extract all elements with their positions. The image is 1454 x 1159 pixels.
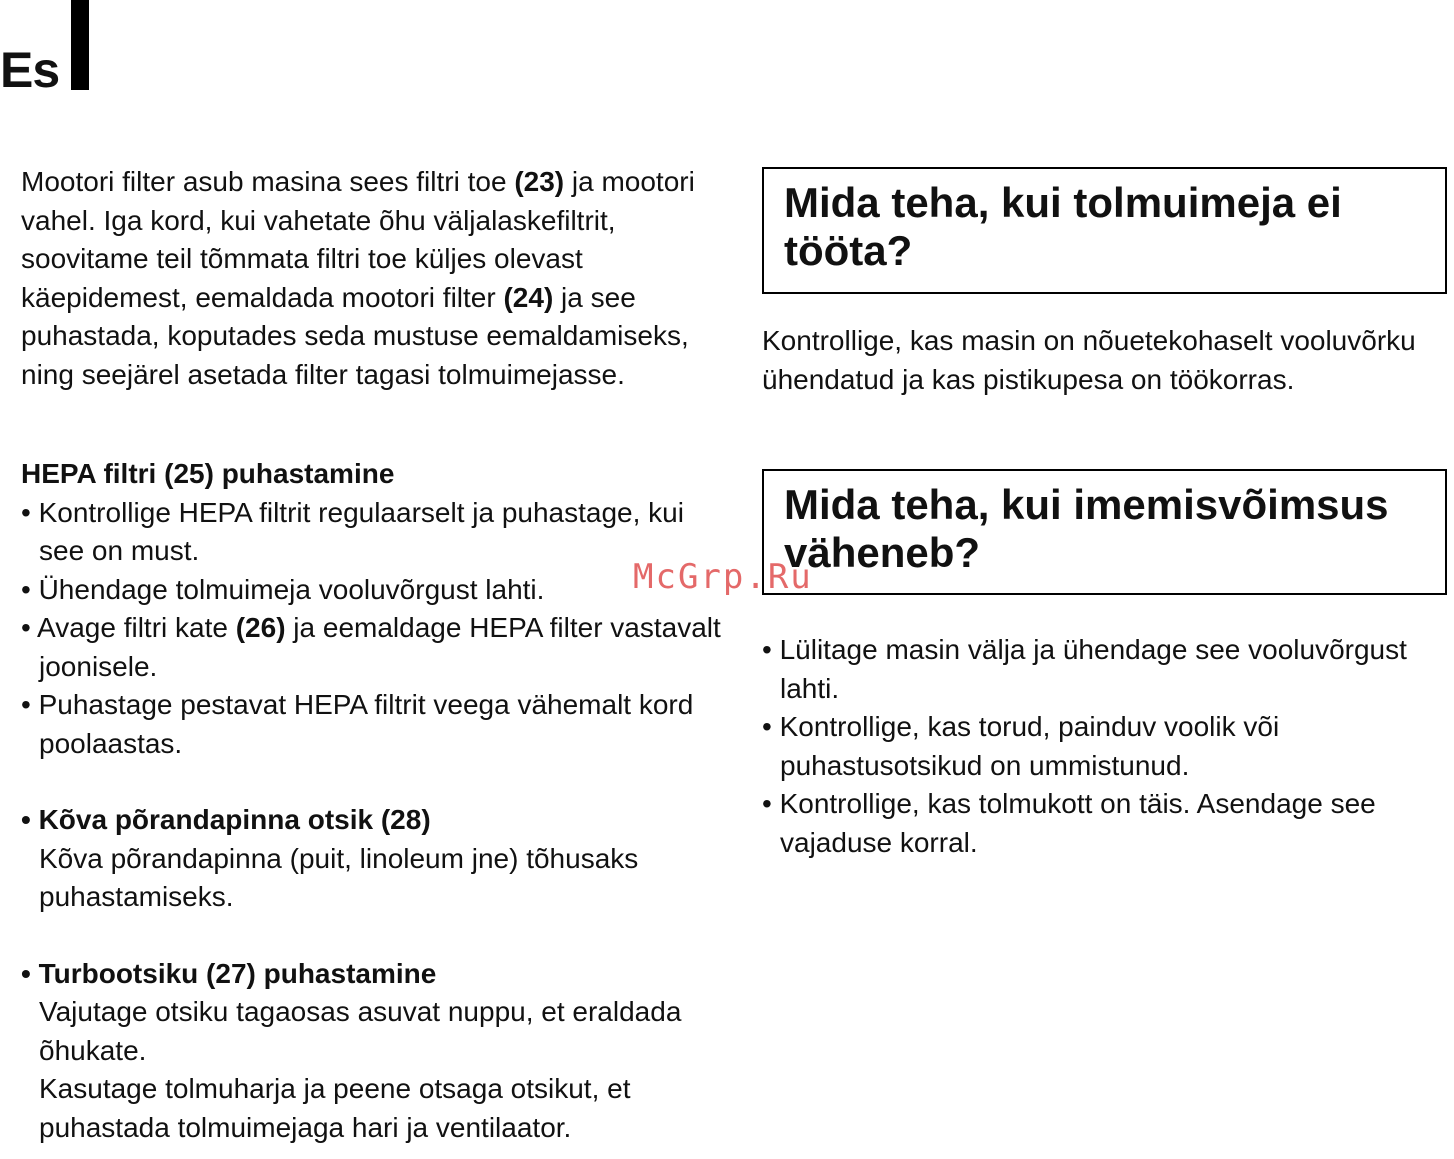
hepa-bullet-3-text-2: ja eemaldage HEPA filter vastavalt joonisele. [39, 612, 721, 682]
not-working-heading-box [762, 167, 1447, 294]
hepa-section-title: HEPA filtri (25) puhastamine [21, 458, 395, 489]
motor-filter-text-1: Mootori filter asub masina sees filtri toe [21, 166, 515, 197]
spacer [21, 432, 736, 455]
hard-floor-text: Kõva põrandapinna (puit, linoleum jne) tõhusaks puhastamiseks. [39, 842, 639, 912]
left-column [21, 163, 736, 1147]
motor-filter-ref-23: (23) [514, 166, 565, 197]
hepa-ref-26: (26) [235, 612, 286, 643]
spacer [21, 917, 736, 955]
watermark: McGrp.Ru [633, 557, 813, 597]
hepa-bullet-2: • Ühendage tolmuimeja vooluvõrgust lahti. [21, 573, 545, 605]
spacer [21, 394, 736, 432]
spacer [21, 763, 736, 801]
motor-filter-text-2: ja mootori vahel. Iga kord, kui vahetate õhu väljalaskefiltrit, soovitame teil tõmmata filtri toe küljes olevast käepidemest, eemaldada mootori filter [21, 166, 695, 313]
hard-floor-title: • Kõva põrandapinna otsik (28) [21, 804, 431, 835]
suction-heading-box [762, 469, 1447, 595]
suction-bullet-3: • Kontrollige, kas tolmukott on täis. Asendage see vajaduse korral. [762, 788, 1376, 858]
language-marker-bar [71, 0, 89, 90]
right-column [762, 167, 1454, 862]
hepa-bullet-3 [21, 609, 736, 686]
suction-bullets [762, 631, 1454, 862]
hepa-bullet-1: • Kontrollige HEPA filtrit regulaarselt ja puhastage, kui see on must. [21, 496, 684, 566]
motor-filter-paragraph [21, 163, 736, 394]
not-working-text: Kontrollige, kas masin on nõuetekohaselt vooluvõrku ühendatud ja kas pistikupesa on töökorras. [762, 325, 1416, 395]
hepa-bullet-3-text-1: • Avage filtri kate [21, 612, 236, 643]
turbo-title: • Turbootsiku (27) puhastamine [21, 957, 437, 989]
suction-bullet-1: • Lülitage masin välja ja ühendage see vooluvõrgust lahti. [762, 634, 1407, 704]
suction-bullet-2: • Kontrollige, kas torud, painduv voolik või puhastusotsikud on ummistunud. [762, 711, 1280, 781]
motor-filter-text-3: ja see puhastada, koputades seda mustuse eemaldamiseks, ning seejärel asetada filter tagasi tolmuimejasse. [21, 281, 689, 390]
turbo-text-1: Vajutage otsiku tagaosas asuvat nuppu, et eraldada õhukate. [39, 996, 682, 1066]
hepa-bullet-4: • Puhastage pestavat HEPA filtrit veega vähemalt kord poolaastas. [21, 689, 694, 759]
motor-filter-ref-24: (24) [503, 281, 554, 313]
not-working-heading: Mida teha, kui tolmuimeja ei tööta? [784, 179, 1342, 274]
turbo-text-2: Kasutage tolmuharja ja peene otsaga otsikut, et puhastada tolmuimejaga hari ja ventilaator. [39, 1073, 631, 1143]
suction-heading: Mida teha, kui imemisvõimsus väheneb? [784, 481, 1389, 576]
language-code: Es [0, 42, 60, 98]
